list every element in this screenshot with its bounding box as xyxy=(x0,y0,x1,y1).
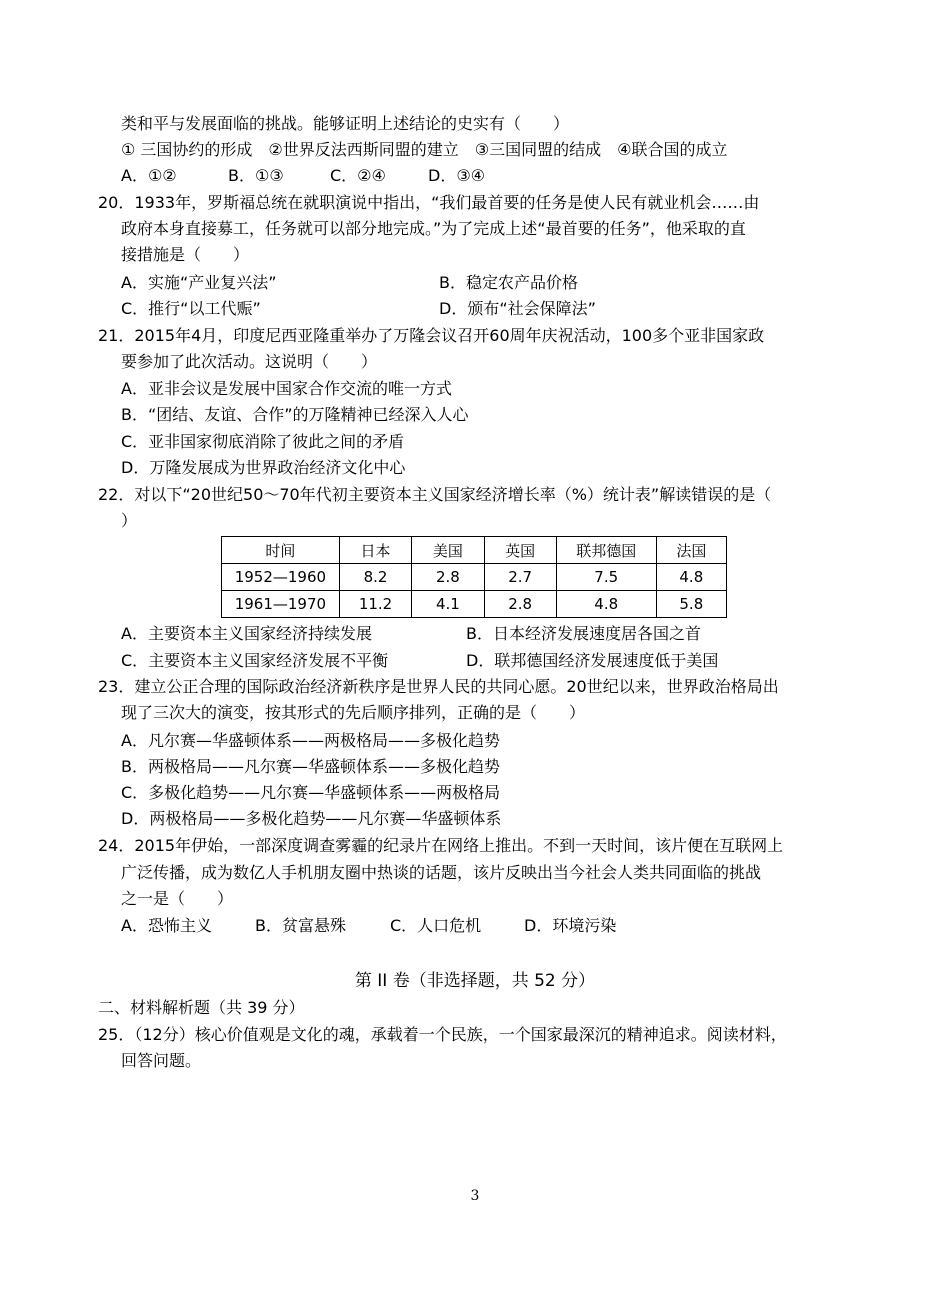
table-header-cell: 时间 xyxy=(222,537,340,564)
q20-stem-line-3: 接措施是（ ） xyxy=(121,245,250,264)
q23-option-d: D．两极格局——多极化趋势——凡尔赛—华盛顿体系 xyxy=(121,809,502,828)
q20-option-a: A．实施“产业复兴法” xyxy=(121,273,277,292)
table-cell: 4.1 xyxy=(412,591,484,618)
table-cell: 5.8 xyxy=(656,591,726,618)
q22-option-c: C．主要资本主义国家经济发展不平衡 xyxy=(121,651,389,670)
table-cell: 4.8 xyxy=(656,564,726,591)
q24-stem-line-3: 之一是（ ） xyxy=(121,889,234,908)
table-header-cell: 法国 xyxy=(656,537,726,564)
q21-stem-line-2: 要参加了此次活动。这说明（ ） xyxy=(121,352,378,371)
table-header-cell: 英国 xyxy=(484,537,556,564)
table-row xyxy=(222,591,727,618)
q22-option-d: D．联邦德国经济发展速度低于美国 xyxy=(466,651,719,670)
q23-option-a: A．凡尔赛—华盛顿体系——两极格局——多极化趋势 xyxy=(121,731,500,750)
q24-option-d: D．环境污染 xyxy=(524,916,617,935)
table-cell: 4.8 xyxy=(556,591,656,618)
growth-rate-table xyxy=(221,536,727,618)
q22-stem-line-2: ） xyxy=(121,511,138,530)
q20-option-c: C．推行“以工代赈” xyxy=(121,299,261,318)
part-two-title: 第 II 卷（非选择题，共 52 分） xyxy=(354,971,596,991)
q21-option-a: A．亚非会议是发展中国家合作交流的唯一方式 xyxy=(121,379,452,398)
table-cell: 2.8 xyxy=(412,564,484,591)
q19-option-b: B．①③ xyxy=(228,166,284,185)
page-number: 3 xyxy=(470,1188,480,1204)
table-header-cell: 日本 xyxy=(339,537,411,564)
table-cell: 2.7 xyxy=(484,564,556,591)
q22-option-b: B．日本经济发展速度居各国之首 xyxy=(466,624,701,643)
table-header-cell: 联邦德国 xyxy=(556,537,656,564)
table-cell: 11.2 xyxy=(339,591,411,618)
q20-stem-line-2: 政府本身直接募工，任务就可以部分地完成。”为了完成上述“最首要的任务”，他采取的直 xyxy=(121,219,746,238)
q22-option-a: A．主要资本主义国家经济持续发展 xyxy=(121,624,372,643)
q24-option-b: B．贫富悬殊 xyxy=(255,916,346,935)
q21-option-c: C．亚非国家彻底消除了彼此之间的矛盾 xyxy=(121,432,405,451)
table-cell: 1961—1970 xyxy=(222,591,340,618)
q25-stem-line-1: 25．（12分）核心价值观是文化的魂，承载着一个民族，一个国家最深沉的精神追求。阅读材料， xyxy=(98,1025,787,1044)
section-heading: 二、材料解析题（共 39 分） xyxy=(98,998,305,1017)
table-cell: 1952—1960 xyxy=(222,564,340,591)
q20-option-d: D．颁布“社会保障法” xyxy=(439,299,596,318)
q24-stem-line-2: 广泛传播，成为数亿人手机朋友圈中热谈的话题，该片反映出当今社会人类共同面临的挑战 xyxy=(121,863,762,882)
q19-option-d: D．③④ xyxy=(428,166,486,185)
q20-option-b: B．稳定农产品价格 xyxy=(439,273,578,292)
q24-option-a: A．恐怖主义 xyxy=(121,916,212,935)
q19-option-a: A．①② xyxy=(121,166,177,185)
table-header-row xyxy=(222,537,727,564)
table-cell: 7.5 xyxy=(556,564,656,591)
table-cell: 8.2 xyxy=(339,564,411,591)
q19-continuation: 类和平与发展面临的挑战。能够证明上述结论的史实有（ ） xyxy=(121,114,570,133)
table-row xyxy=(222,564,727,591)
q24-option-c: C．人口危机 xyxy=(390,916,482,935)
q23-stem-line-1: 23．建立公正合理的国际政治经济新秩序是世界人民的共同心愿。20世纪以来，世界政治格局出 xyxy=(98,677,779,696)
q22-stem-line-1: 22．对以下“20世纪50～70年代初主要资本主义国家经济增长率（%）统计表”解读错误的是（ xyxy=(98,485,772,504)
q20-stem-line-1: 20．1933年，罗斯福总统在就职演说中指出，“我们最首要的任务是使人民有就业机会……由 xyxy=(98,193,760,212)
q23-option-b: B．两极格局——凡尔赛—华盛顿体系——多极化趋势 xyxy=(121,757,500,776)
q25-stem-line-2: 回答问题。 xyxy=(121,1051,202,1070)
table-cell: 2.8 xyxy=(484,591,556,618)
q19-items: ① 三国协约的形成 ②世界反法西斯同盟的建立 ③三国同盟的结成 ④联合国的成立 xyxy=(121,140,728,159)
q21-option-b: B．“团结、友谊、合作”的万隆精神已经深入人心 xyxy=(121,405,469,424)
table-header-cell: 美国 xyxy=(412,537,484,564)
q23-option-c: C．多极化趋势——凡尔赛—华盛顿体系——两极格局 xyxy=(121,783,501,802)
q21-stem-line-1: 21．2015年4月，印度尼西亚隆重举办了万隆会议召开60周年庆祝活动，100多个亚非国家政 xyxy=(98,326,765,345)
q21-option-d: D．万隆发展成为世界政治经济文化中心 xyxy=(121,458,406,477)
q24-stem-line-1: 24．2015年伊始，一部深度调查雾霾的纪录片在网络上推出。不到一天时间，该片便在互联网上 xyxy=(98,836,784,855)
q19-option-c: C．②④ xyxy=(330,166,386,185)
q23-stem-line-2: 现了三次大的演变，按其形式的先后顺序排列，正确的是（ ） xyxy=(121,703,586,722)
